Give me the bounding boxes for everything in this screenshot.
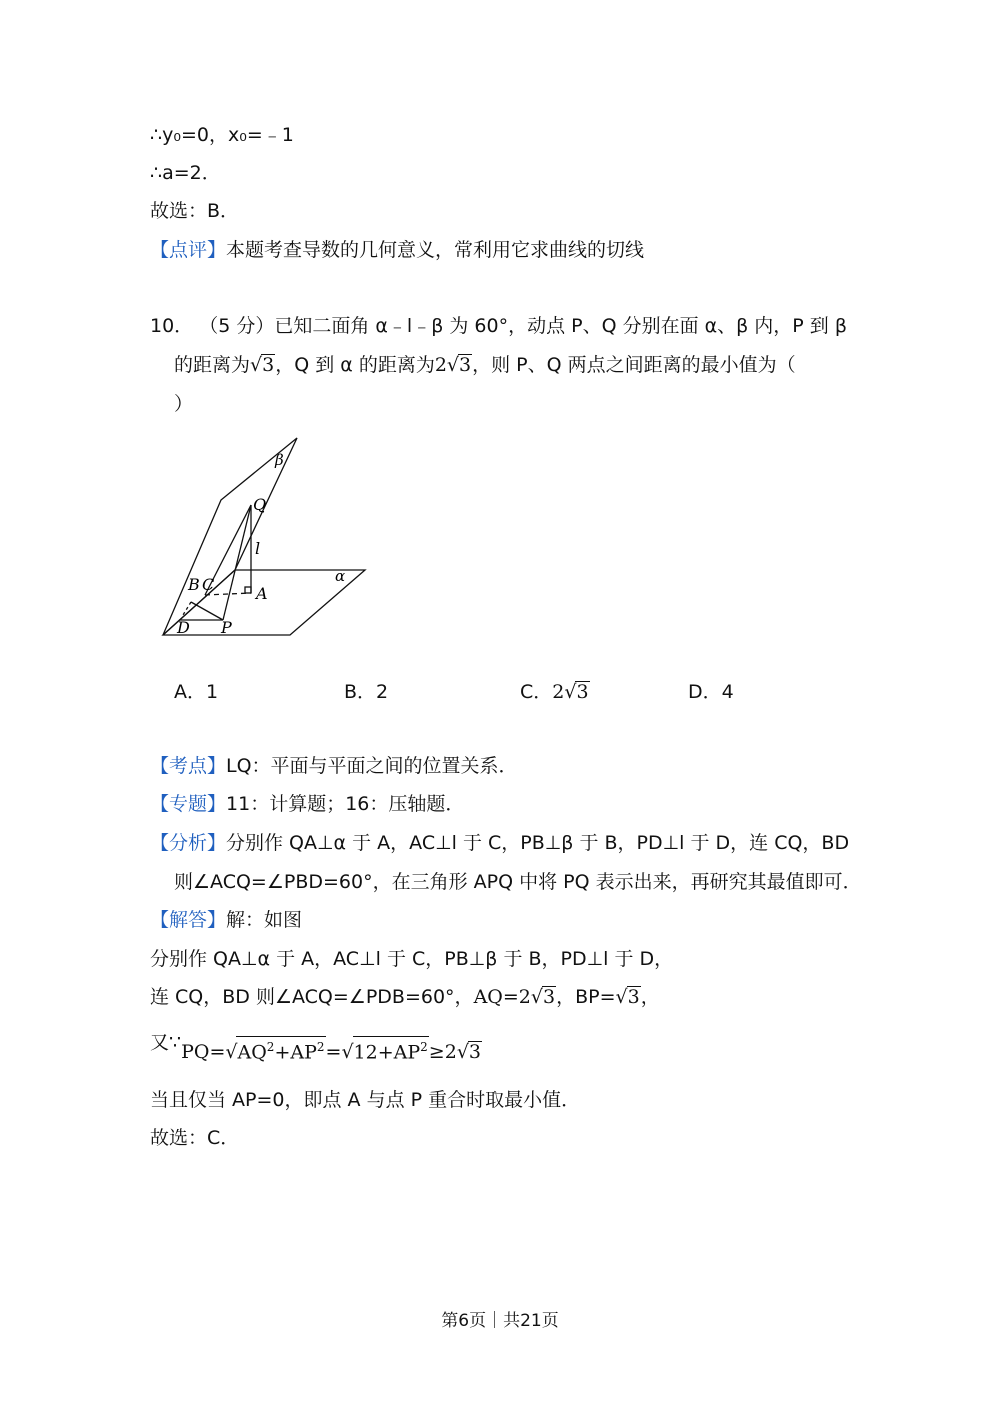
question-line-3: ） <box>174 393 194 415</box>
option-d: D．4 <box>688 681 734 703</box>
question-text-2c: ，则 P、Q 两点之间距离的最小值为（ <box>472 354 796 376</box>
comment-tag: 【点评】 <box>150 239 227 261</box>
question-line-2 <box>174 351 796 379</box>
label-P: P <box>221 618 232 637</box>
dihedral-figure <box>155 430 375 645</box>
option-b: B．2 <box>344 681 389 703</box>
comment-text: 本题考查导数的几何意义，常利用它求曲线的切线 <box>226 239 645 261</box>
fenxi-line-1: 【分析】分别作 QA⊥α 于 A，AC⊥l 于 C，PB⊥β 于 B，PD⊥l 于 D，连 CQ，BD <box>150 832 850 854</box>
question-line-1 <box>150 312 847 340</box>
prev-comment <box>150 236 644 264</box>
two-sqrt-3: 2√3 <box>434 354 472 376</box>
option-a: A．1 <box>174 681 219 703</box>
line-QP <box>223 505 251 620</box>
question-text-1: （5 分）已知二面角 α﹣l﹣β 为 60°，动点 P、Q 分别在面 α、β 内，P 到 β <box>199 315 847 337</box>
label-D: D <box>177 618 190 637</box>
label-l: l <box>255 539 261 558</box>
solution-step-1: 分别作 QA⊥α 于 A，AC⊥l 于 C，PB⊥β 于 B，PD⊥l 于 D， <box>150 948 674 970</box>
label-B: B <box>188 575 200 594</box>
solution-step-3: 又$\because PQ=√AQ^2+AP^2=√12+AP^2\ge 2√3$ <box>150 1031 482 1064</box>
label-beta: β <box>275 451 284 469</box>
question-text-2b: ，Q 到 α 的距离为 <box>275 354 435 376</box>
solution-answer: 故选：C． <box>150 1127 240 1149</box>
prev-line-1: ∴y₀=0，x₀=﹣1 <box>150 124 294 146</box>
solution-step-2: 连 CQ，BD 则∠ACQ=∠PDB=60°，AQ=2√3，BP=√3， <box>150 986 660 1008</box>
question-text-2a: 的距离为 <box>174 354 251 376</box>
solution-step-4: 当且仅当 AP=0，即点 A 与点 P 重合时取最小值． <box>150 1089 581 1111</box>
page-footer: 第6页｜共21页 <box>441 1311 559 1331</box>
jieda: 【解答】解：如图 <box>150 909 303 931</box>
sqrt-3-a: √3 <box>250 354 275 376</box>
option-c: C．2√3 <box>520 681 589 703</box>
question-number: 10． <box>150 315 194 337</box>
label-alpha: α <box>335 567 346 585</box>
fenxi-line-2: 则∠ACQ=∠PBD=60°，在三角形 APQ 中将 PQ 表示出来，再研究其最值即可． <box>174 871 862 893</box>
label-A: A <box>256 584 268 603</box>
right-angle-mark <box>245 587 251 593</box>
prev-line-2: ∴a=2． <box>150 162 221 184</box>
prev-answer: 故选：B． <box>150 200 240 222</box>
label-Q: Q <box>253 495 267 514</box>
line-PB <box>191 602 223 620</box>
zhuanti: 【专题】11：计算题；16：压轴题． <box>150 793 465 815</box>
label-C: C <box>202 575 215 594</box>
kaodian: 【考点】LQ：平面与平面之间的位置关系． <box>150 755 518 777</box>
